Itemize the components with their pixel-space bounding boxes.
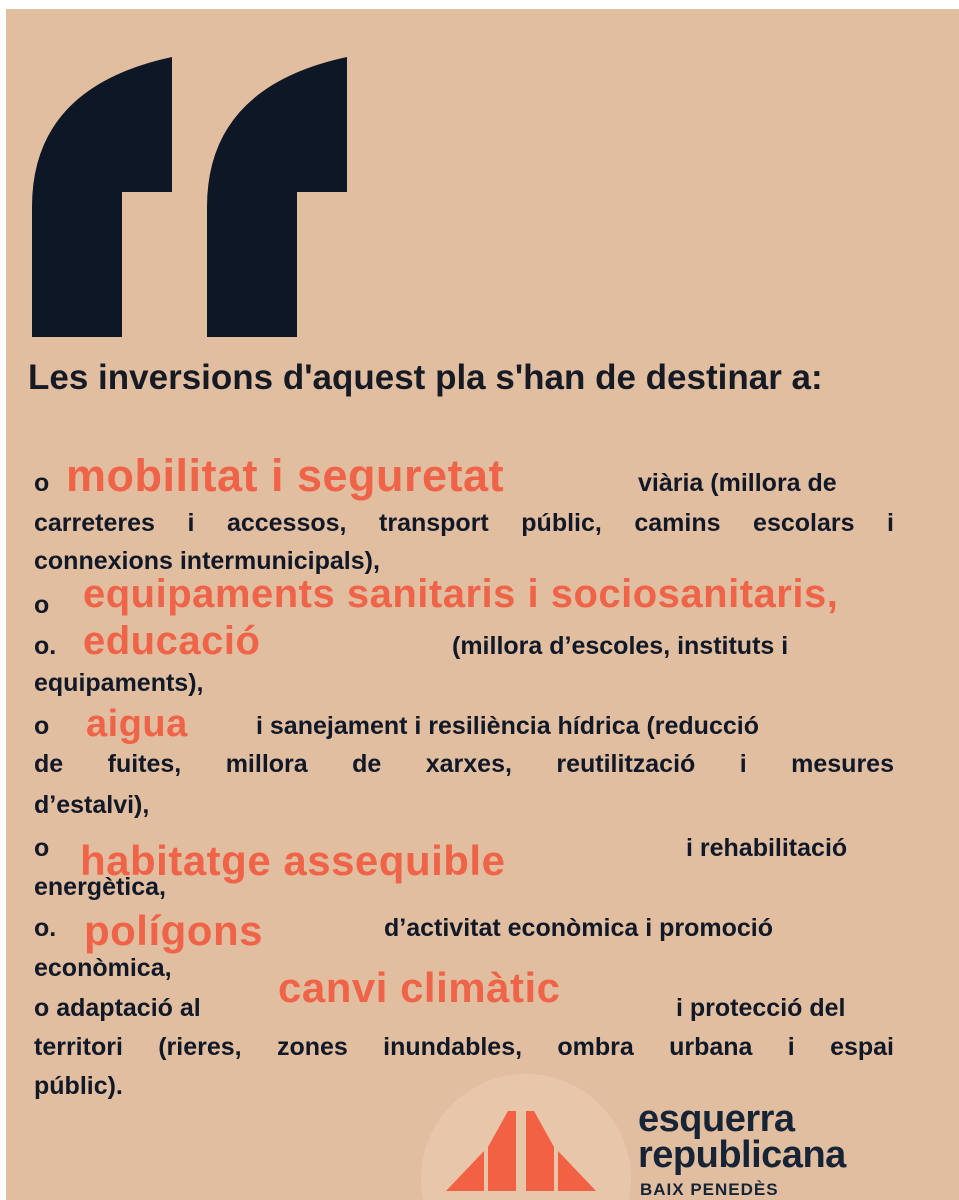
brand-name-line2: republicana: [638, 1134, 846, 1176]
highlight-health: equipaments sanitaris i sociosanitaris,: [83, 572, 839, 616]
bullet: o: [34, 712, 50, 740]
highlight-water: aigua: [86, 703, 188, 745]
item-cont: d’estalvi),: [34, 791, 150, 819]
item-text: i sanejament i resiliència hídrica (reducció: [256, 712, 759, 740]
item-cont: carreteres i accessos, transport públic, camins escolars i: [34, 509, 894, 537]
highlight-climate: canvi climàtic: [278, 964, 561, 1011]
bullet: o.: [34, 914, 57, 942]
quote-mark-icon: [32, 57, 362, 337]
item-cont: públic).: [34, 1072, 123, 1100]
poster: [6, 9, 959, 1200]
item-text: i rehabilitació: [686, 834, 848, 862]
item-cont: de fuites, millora de xarxes, reutilització i mesures: [34, 750, 894, 778]
item-cont: connexions intermunicipals),: [34, 547, 380, 575]
brand-logo: [416, 1069, 959, 1200]
item-cont: equipaments),: [34, 669, 204, 697]
item-cont: energètica,: [34, 873, 167, 901]
brand-region: BAIX PENEDÈS: [640, 1180, 779, 1199]
item-cont: territori (rieres, zones inundables, ombra urbana i espai: [34, 1033, 894, 1061]
item-text: viària (millora de: [638, 469, 837, 497]
bullet: o: [34, 591, 50, 619]
brand-name-line1: esquerra: [638, 1098, 795, 1140]
item-cont: econòmica,: [34, 954, 172, 982]
bullet: o adaptació al: [34, 994, 201, 1022]
bullet: o: [34, 469, 50, 497]
highlight-education: educació: [83, 619, 261, 663]
item-text: (millora d’escoles, instituts i: [452, 632, 789, 660]
highlight-industrial: polígons: [84, 907, 263, 954]
bullet: o.: [34, 632, 57, 660]
highlight-mobility: mobilitat i seguretat: [66, 450, 505, 501]
highlight-housing: habitatge assequible: [80, 837, 506, 884]
intro-text: Les inversions d'aquest pla s'han de destinar a:: [28, 358, 823, 397]
item-text: i protecció del: [676, 994, 846, 1022]
item-text: d’activitat econòmica i promoció: [384, 914, 773, 942]
erc-logo-icon: [446, 1111, 596, 1191]
bullet: o: [34, 834, 50, 862]
